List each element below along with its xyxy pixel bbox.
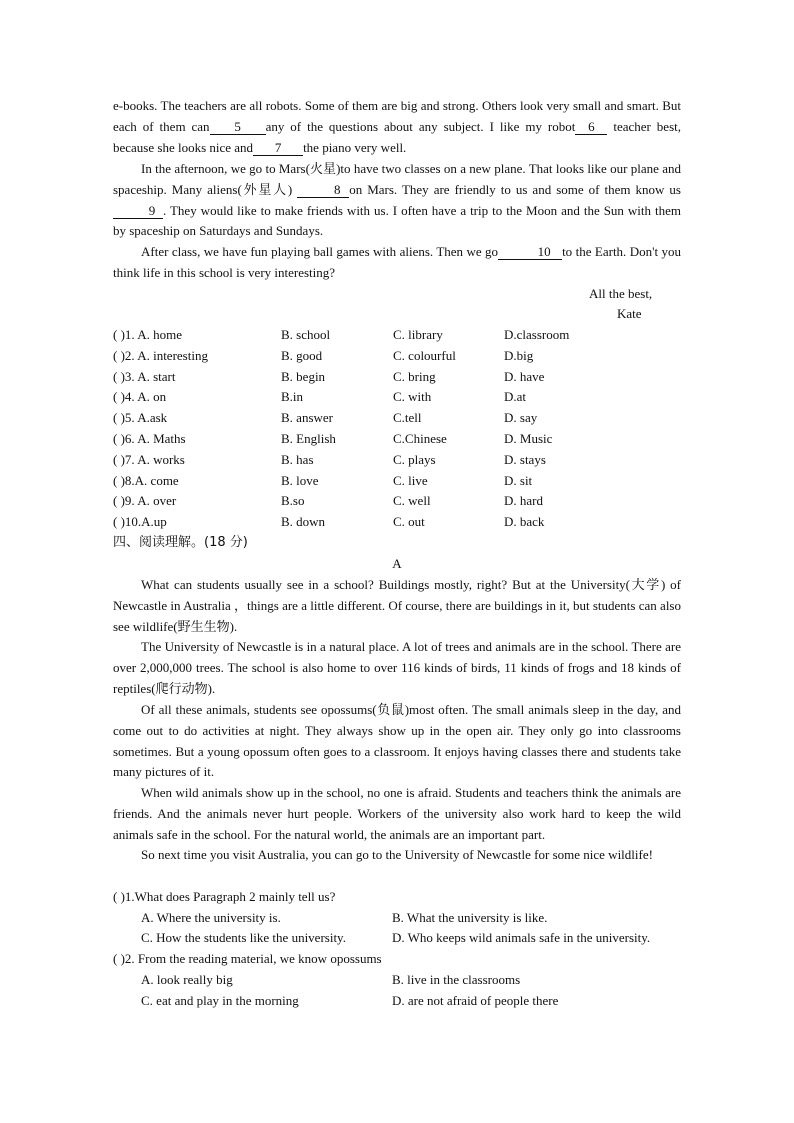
text: on Mars. They are friendly to us and some of them know us: [349, 181, 681, 197]
cloze-question-row: [113, 491, 713, 512]
reading-paragraph-3: Of all these animals, students see opossums(负鼠)most often. The small animals sleep in the day, and come out to do activities at night. They always show up in the open air. They only go into classrooms sometimes. But a young opossum often goes to a classroom. It enjoys having classes there and students take many pictures of it.: [113, 702, 681, 780]
option-c[interactable]: C. live: [393, 472, 428, 488]
blank-5: 5: [210, 120, 266, 135]
q1-option-c[interactable]: C. How the students like the university.: [141, 930, 346, 945]
option-b[interactable]: B. school: [281, 327, 331, 342]
text: the piano very well.: [303, 139, 407, 155]
question-number-and-option-a: ( )3. A. start: [113, 368, 176, 384]
blank-9: 9: [113, 204, 163, 219]
reading-paragraph-2: The University of Newcastle is in a natural place. A lot of trees and animals are in the school. There are over 2,000,000 trees. The school is also home to over 116 kinds of birds, 11 kinds of frogs and 18 kinds of reptiles(爬行动物).: [113, 639, 681, 696]
option-c[interactable]: C.tell: [393, 410, 422, 426]
cloze-question-row: [113, 367, 713, 388]
cloze-question-row: [113, 429, 713, 450]
letter-closing: All the best,: [589, 286, 653, 301]
text: teacher best, because she looks nice and: [113, 118, 681, 155]
text: In the afternoon, we go to Mars(火星)to have two classes on a new plane. That looks like our plane and spaceship. Many aliens(外星人): [113, 161, 681, 197]
option-b[interactable]: B. begin: [281, 368, 326, 384]
option-d[interactable]: D. sit: [504, 472, 533, 488]
q2-option-a[interactable]: A. look really big: [141, 972, 233, 987]
reading-question-1: ( )1.What does Paragraph 2 mainly tell us?: [113, 889, 336, 904]
option-b[interactable]: B. love: [281, 472, 319, 488]
option-d[interactable]: D. say: [504, 410, 538, 426]
cloze-question-row: [113, 408, 713, 429]
option-c[interactable]: C.Chinese: [393, 431, 447, 446]
text: e-books. The teachers are all robots. Some of them are big and strong. Others look very small and smart. But each of them can: [113, 98, 681, 134]
option-d[interactable]: D.classroom: [504, 327, 570, 342]
option-c[interactable]: C. plays: [393, 451, 436, 467]
question-number-and-option-a: ( )7. A. works: [113, 451, 185, 467]
option-d[interactable]: D. have: [504, 368, 545, 384]
cloze-question-row: [113, 346, 713, 367]
question-number-and-option-a: ( )9. A. over: [113, 493, 177, 509]
option-c[interactable]: C. well: [393, 493, 431, 509]
option-c[interactable]: C. out: [393, 514, 425, 530]
blank-7: 7: [253, 141, 303, 156]
question-number-and-option-a: ( )4. A. on: [113, 389, 167, 405]
option-c[interactable]: C. colourful: [393, 347, 456, 363]
question-number-and-option-a: ( )5. A.ask: [113, 410, 168, 426]
option-b[interactable]: B.in: [281, 389, 304, 405]
question-number-and-option-a: ( )10.A.up: [113, 514, 167, 530]
q1-option-a[interactable]: A. Where the university is.: [141, 910, 281, 925]
question-number-and-option-a: ( )2. A. interesting: [113, 347, 208, 363]
passage-label: A: [392, 556, 402, 571]
reading-question-2: ( )2. From the reading material, we know opossums: [113, 951, 382, 966]
blank-8: 8: [297, 183, 349, 198]
section-heading: 四、阅读理解。(18 分): [113, 535, 248, 550]
option-d[interactable]: D. stays: [504, 451, 546, 467]
question-number-and-option-a: ( )6. A. Maths: [113, 431, 186, 446]
q2-option-d[interactable]: D. are not afraid of people there: [392, 993, 559, 1008]
cloze-question-row: [113, 387, 713, 408]
cloze-paragraph-3: [113, 242, 681, 284]
text: any of the questions about any subject. I like my robot: [265, 118, 576, 134]
cloze-paragraph-2: [113, 159, 681, 242]
text: . They would like to make friends with us. I often have a trip to the Moon and the Sun with them by spaceship on Saturdays and Sundays.: [113, 202, 681, 239]
blank-10: 10: [498, 245, 562, 260]
option-b[interactable]: B. answer: [281, 410, 333, 426]
cloze-question-row: [113, 512, 713, 533]
cloze-paragraph-1: [113, 96, 681, 158]
option-b[interactable]: B. down: [281, 514, 326, 530]
question-number-and-option-a: ( )1. A. home: [113, 327, 182, 342]
reading-paragraph-5: So next time you visit Australia, you can go to the University of Newcastle for some nice wildlife!: [141, 847, 653, 862]
q1-option-b[interactable]: B. What the university is like.: [392, 910, 548, 925]
text: After class, we have fun playing ball games with aliens. Then we go: [141, 244, 499, 259]
q2-option-b[interactable]: B. live in the classrooms: [392, 972, 521, 987]
question-number-and-option-a: ( )8.A. come: [113, 472, 179, 488]
option-c[interactable]: C. library: [393, 327, 443, 342]
option-b[interactable]: B.so: [281, 493, 305, 509]
option-d[interactable]: D. back: [504, 514, 545, 530]
cloze-question-row: [113, 325, 713, 346]
cloze-question-row: [113, 471, 713, 492]
option-d[interactable]: D.big: [504, 347, 534, 363]
reading-paragraph-1: What can students usually see in a school? Buildings mostly, right? But at the University(大学) of Newcastle in Australia ，things are a little different. Of course, there are buildings in it, but students can also see wildlife(野生生物).: [113, 577, 681, 634]
option-d[interactable]: D. hard: [504, 493, 543, 509]
option-c[interactable]: C. bring: [393, 368, 436, 384]
option-c[interactable]: C. with: [393, 389, 432, 405]
q1-option-d[interactable]: D. Who keeps wild animals safe in the university.: [392, 930, 651, 945]
option-b[interactable]: B. has: [281, 451, 314, 467]
cloze-question-row: [113, 450, 713, 471]
letter-signature: Kate: [617, 306, 642, 321]
blank-6: 6: [575, 120, 607, 135]
text: to the Earth. Don't you think life in this school is very interesting?: [113, 244, 681, 280]
q2-option-c[interactable]: C. eat and play in the morning: [141, 993, 299, 1008]
reading-paragraph-4: When wild animals show up in the school, no one is afraid. Students and teachers think the animals are friends. And the animals never hurt people. Workers of the university also work hard to keep the wild animals safe in the school. For the natural world, the animals are an important part.: [113, 785, 681, 842]
option-b[interactable]: B. English: [281, 431, 336, 446]
option-d[interactable]: D. Music: [504, 431, 553, 446]
option-b[interactable]: B. good: [281, 347, 323, 363]
option-d[interactable]: D.at: [504, 389, 527, 405]
